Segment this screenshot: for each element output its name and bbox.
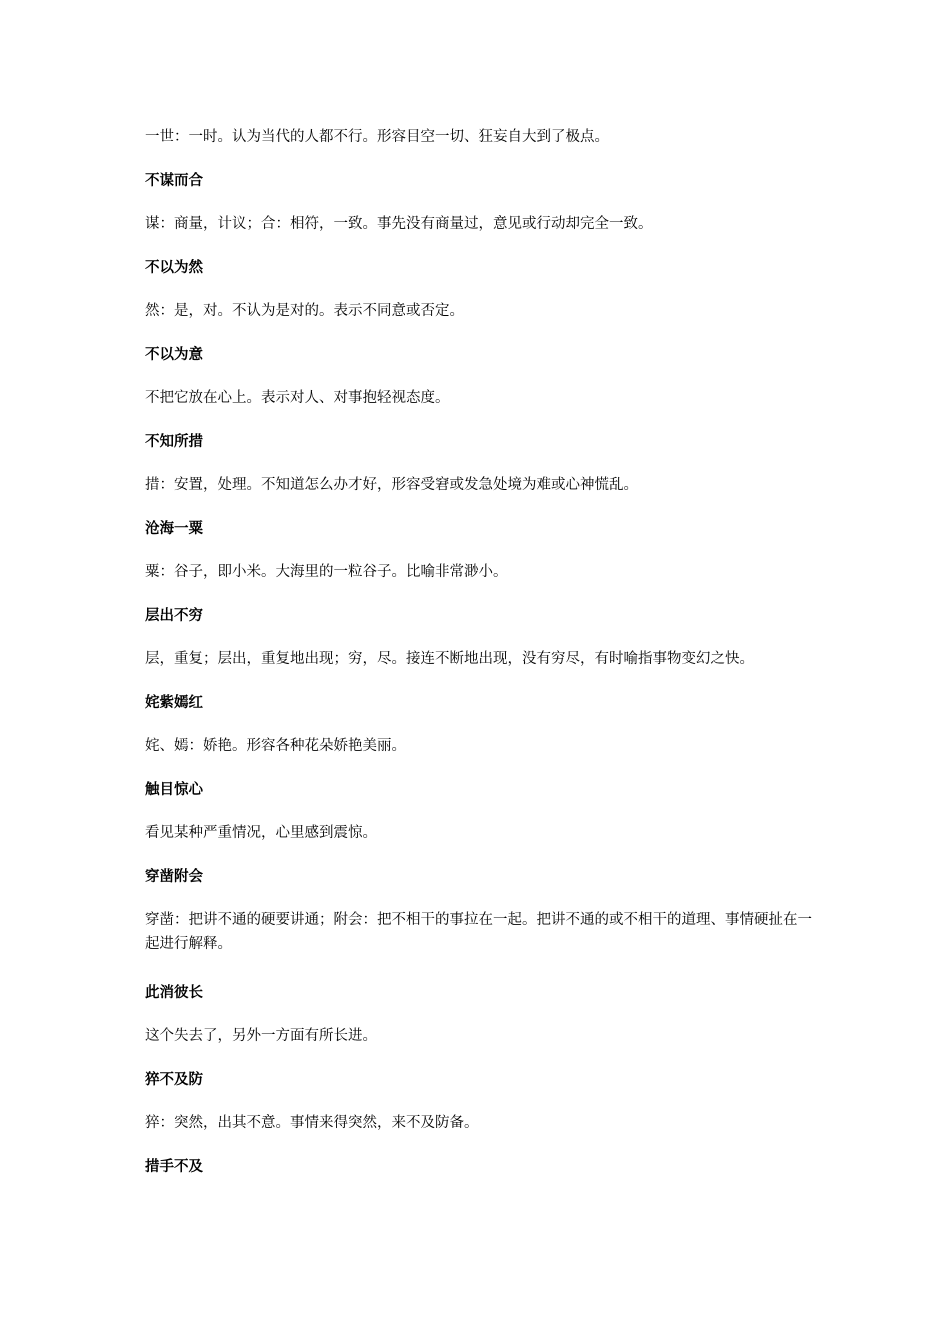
idiom-heading: 不谋而合 <box>145 173 203 189</box>
idiom-heading: 不以为意 <box>145 347 203 363</box>
idiom-heading: 不知所措 <box>145 434 203 450</box>
definition-text: 看见某种严重情况，心里感到震惊。 <box>145 825 377 841</box>
definition-text: 姹、嫣：娇艳。形容各种花朵娇艳美丽。 <box>145 738 406 754</box>
definition-text: 措：安置，处理。不知道怎么办才好，形容受窘或发急处境为难或心神慌乱。 <box>145 477 638 493</box>
idiom-heading: 穿凿附会 <box>145 869 203 885</box>
definition-text: 这个失去了，另外一方面有所长进。 <box>145 1028 377 1044</box>
definition-text: 不把它放在心上。表示对人、对事抱轻视态度。 <box>145 390 450 406</box>
definition-text: 一世：一时。认为当代的人都不行。形容目空一切、狂妄自大到了极点。 <box>145 129 609 145</box>
definition-text: 穿凿：把讲不通的硬要讲通；附会：把不相干的事拉在一起。把讲不通的或不相干的道理、事情硬扯在一起进行解释。 <box>145 912 812 952</box>
idiom-heading: 不以为然 <box>145 260 203 276</box>
idiom-heading: 猝不及防 <box>145 1072 203 1088</box>
idiom-heading: 触目惊心 <box>145 782 203 798</box>
idiom-heading: 此消彼长 <box>145 985 203 1001</box>
definition-text: 然：是，对。不认为是对的。表示不同意或否定。 <box>145 303 464 319</box>
idiom-heading: 措手不及 <box>145 1159 203 1175</box>
definition-text: 层，重复；层出，重复地出现；穷，尽。接连不断地出现，没有穷尽，有时喻指事物变幻之快。 <box>145 651 754 667</box>
idiom-heading: 姹紫嫣红 <box>145 695 203 711</box>
definition-text: 谋：商量，计议；合：相符，一致。事先没有商量过，意见或行动却完全一致。 <box>145 216 653 232</box>
idiom-heading: 层出不穷 <box>145 608 203 624</box>
definition-text: 猝：突然，出其不意。事情来得突然，来不及防备。 <box>145 1115 479 1131</box>
idiom-heading: 沧海一粟 <box>145 521 203 537</box>
definition-text: 粟：谷子，即小米。大海里的一粒谷子。比喻非常渺小。 <box>145 564 508 580</box>
